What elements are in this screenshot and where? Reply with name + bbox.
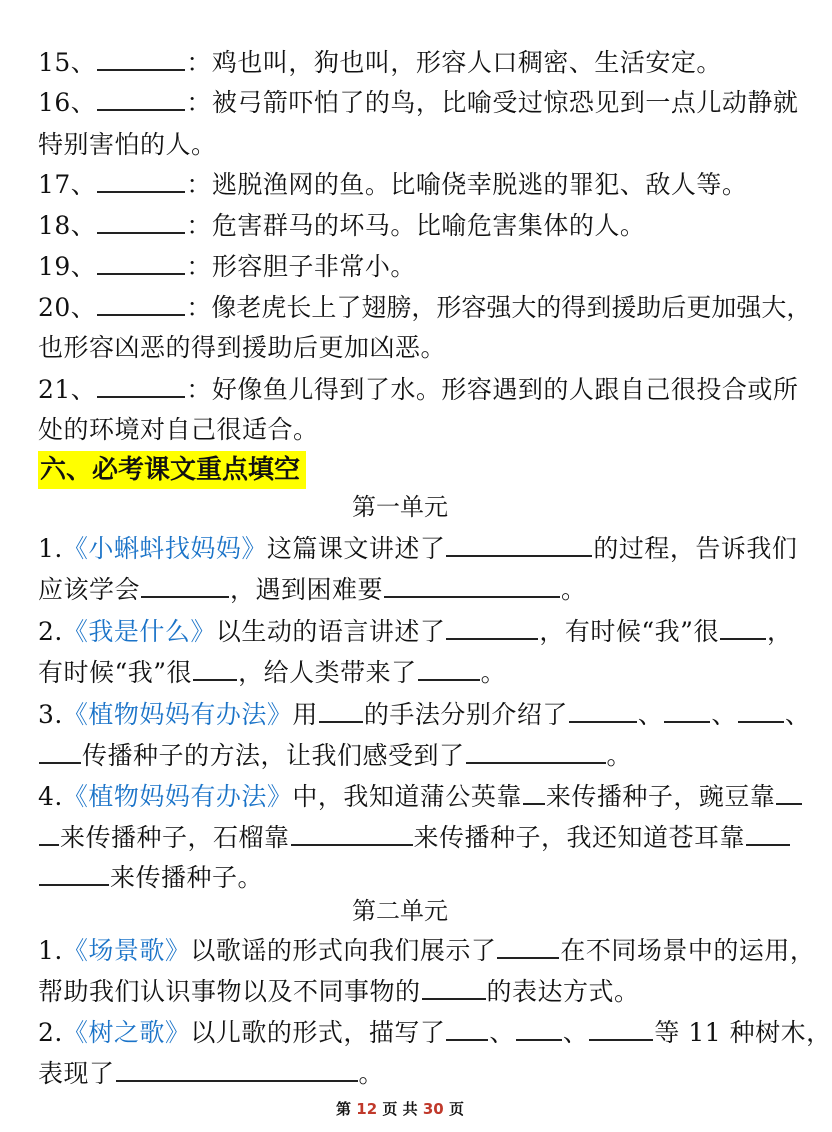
answer-blank <box>746 822 790 846</box>
lesson-title: 《植物妈妈有办法》 <box>62 782 293 811</box>
item-number: 16、 <box>38 88 97 117</box>
question-text: ，给人类带来了 <box>238 658 417 687</box>
item-number: 18、 <box>38 211 97 240</box>
question-text: 这篇课文讲述了 <box>266 534 446 563</box>
question-text: 用 <box>292 700 318 729</box>
section-heading: 六、必考课文重点填空 <box>38 451 306 489</box>
total-page-number: 30 <box>422 1100 444 1118</box>
question-text: ， <box>766 617 793 646</box>
footer-text: 页 共 <box>382 1100 418 1118</box>
lesson-title: 《场景歌》 <box>62 936 191 965</box>
idiom-item-21 <box>38 372 799 408</box>
question-text: 、 <box>562 1018 589 1047</box>
answer-blank <box>319 699 363 723</box>
question-number: 4. <box>38 782 63 811</box>
idiom-item-20-cont <box>38 330 772 366</box>
answer-blank <box>497 935 559 959</box>
question-text: 以生动的语言讲述了 <box>215 617 446 646</box>
unit1-question-3-cont <box>38 738 772 774</box>
item-text: ：形容胆子非常小。 <box>186 252 416 281</box>
answer-blank <box>97 374 185 398</box>
answer-blank <box>422 976 486 1000</box>
lesson-title: 《我是什么》 <box>62 617 216 646</box>
answer-blank <box>39 862 109 886</box>
answer-blank <box>384 574 560 598</box>
item-text: 处的环境对自己很适合。 <box>38 415 319 444</box>
idiom-item-19 <box>38 249 772 285</box>
question-text: 传播种子的方法，让我们感受到了 <box>82 741 465 770</box>
question-text: 。 <box>358 1059 385 1088</box>
question-text: 等 11 种树木， <box>654 1018 832 1047</box>
idiom-item-16-cont <box>38 127 772 163</box>
answer-blank <box>516 1017 562 1041</box>
current-page-number: 12 <box>356 1100 378 1118</box>
question-number: 2. <box>38 617 63 646</box>
item-text: 特别害怕的人。 <box>38 130 217 159</box>
item-number: 17、 <box>38 170 97 199</box>
item-text: ：鸡也叫，狗也叫，形容人口稠密、生活安定。 <box>186 48 722 77</box>
question-text: 在不同场景中的运用， <box>560 936 816 965</box>
question-text: 的表达方式。 <box>486 977 640 1006</box>
idiom-item-17 <box>38 167 772 203</box>
unit2-question-2 <box>38 1015 832 1051</box>
item-text: ：被弓箭吓怕了的鸟，比喻受过惊恐见到一点儿动静就 <box>186 88 799 117</box>
footer-text: 第 <box>336 1100 352 1118</box>
question-text: 来传播种子，豌豆靠 <box>545 782 776 811</box>
unit1-question-3 <box>38 697 811 733</box>
item-text: ：像老虎长上了翅膀，形容强大的得到援助后更加强大， <box>186 293 812 322</box>
question-text: 帮助我们认识事物以及不同事物的 <box>38 977 421 1006</box>
question-text: ，有时候“我”很 <box>539 617 719 646</box>
question-text: 表现了 <box>38 1059 115 1088</box>
question-text: 、 <box>784 700 811 729</box>
answer-blank <box>39 822 59 846</box>
question-text: 、 <box>637 700 664 729</box>
unit1-question-4 <box>38 779 776 815</box>
lesson-title: 《小蝌蚪找妈妈》 <box>62 534 267 563</box>
unit-title: 第二单元 <box>352 897 448 925</box>
question-text: 来传播种子，我还知道苍耳靠 <box>413 823 746 852</box>
answer-blank <box>446 533 592 557</box>
question-number: 1. <box>38 936 63 965</box>
question-text: 应该学会 <box>38 575 141 604</box>
answer-blank <box>446 616 538 640</box>
answer-blank <box>589 1017 653 1041</box>
unit-title: 第一单元 <box>352 493 448 521</box>
answer-blank <box>97 47 185 71</box>
unit1-question-1-cont <box>38 572 772 608</box>
question-text: 中，我知道蒲公英靠 <box>292 782 522 811</box>
answer-blank <box>720 616 766 640</box>
question-text: 的手法分别介绍了 <box>363 700 568 729</box>
answer-blank <box>664 699 710 723</box>
question-number: 1. <box>38 534 63 563</box>
answer-blank <box>116 1058 358 1082</box>
question-text: 来传播种子，石榴靠 <box>60 823 290 852</box>
answer-blank <box>97 251 185 275</box>
unit2-question-1-cont <box>38 974 772 1010</box>
answer-blank <box>141 574 229 598</box>
answer-blank <box>466 740 606 764</box>
footer-text: 页 <box>448 1100 464 1118</box>
question-text: 的过程，告诉我们 <box>593 534 798 563</box>
answer-blank <box>569 699 637 723</box>
item-number: 19、 <box>38 252 97 281</box>
question-text: ，遇到困难要 <box>230 575 384 604</box>
lesson-title: 《植物妈妈有办法》 <box>62 700 293 729</box>
unit2-question-1 <box>38 933 816 969</box>
question-number: 3. <box>38 700 63 729</box>
idiom-item-20 <box>38 290 812 326</box>
answer-blank <box>446 1017 488 1041</box>
idiom-item-21-cont <box>38 412 772 448</box>
question-number: 2. <box>38 1018 63 1047</box>
item-text: ：逃脱渔网的鱼。比喻侥幸脱逃的罪犯、敌人等。 <box>186 170 748 199</box>
unit1-question-2 <box>38 614 793 650</box>
unit2-question-2-cont <box>38 1056 772 1092</box>
item-number: 20、 <box>38 293 97 322</box>
unit1-question-4-cont <box>38 820 772 856</box>
answer-blank <box>97 169 185 193</box>
idiom-item-15 <box>38 45 772 81</box>
question-text: 。 <box>480 658 507 687</box>
idiom-item-18 <box>38 208 772 244</box>
answer-blank <box>97 210 185 234</box>
item-number: 21、 <box>38 375 97 404</box>
answer-blank <box>418 657 480 681</box>
question-text: 来传播种子。 <box>110 863 264 892</box>
answer-blank <box>39 740 81 764</box>
question-text: 有时候“我”很 <box>38 658 193 687</box>
item-text: 也形容凶恶的得到援助后更加凶恶。 <box>38 333 447 362</box>
answer-blank <box>738 699 784 723</box>
answer-blank <box>97 292 185 316</box>
item-number: 15、 <box>38 48 97 77</box>
unit1-question-2-cont <box>38 655 772 691</box>
item-text: ：好像鱼儿得到了水。形容遇到的人跟自己很投合或所 <box>186 375 799 404</box>
answer-blank <box>97 87 185 111</box>
question-text: 、 <box>711 700 737 729</box>
question-text: 、 <box>489 1018 515 1047</box>
page-footer <box>0 1098 800 1119</box>
question-text: 以儿歌的形式，描写了 <box>190 1018 446 1047</box>
answer-blank <box>776 781 802 805</box>
question-text: 。 <box>561 575 587 604</box>
unit1-question-1 <box>38 531 798 567</box>
answer-blank <box>523 781 545 805</box>
lesson-title: 《树之歌》 <box>62 1018 191 1047</box>
question-text: 。 <box>606 741 633 770</box>
item-text: ：危害群马的坏马。比喻危害集体的人。 <box>186 211 646 240</box>
unit1-question-4-cont2 <box>38 860 772 896</box>
idiom-item-16 <box>38 85 799 121</box>
answer-blank <box>193 657 237 681</box>
answer-blank <box>291 822 413 846</box>
question-text: 以歌谣的形式向我们展示了 <box>190 936 497 965</box>
